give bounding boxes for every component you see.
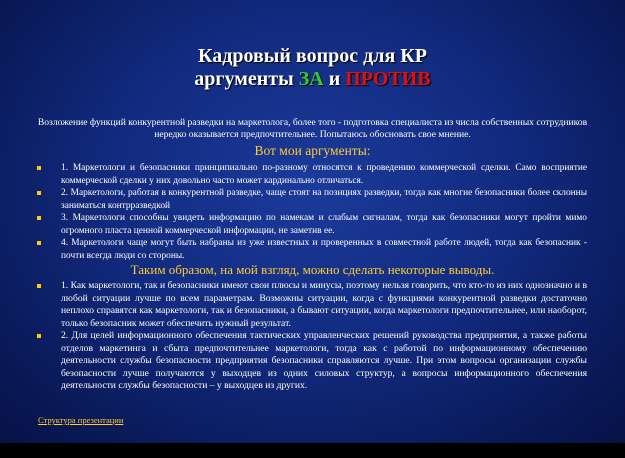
bullet-icon [37, 166, 41, 170]
conclusion-text: 2. Для целей информационного обеспечения тактических управленческих решений руководства предприятия, а также работы отделов маркетинга и сбыта предпочтительнее маркетологи, тогда как с работой по информационному обеспечению деятельности службы безопасности предприятия безопасники справляются лучше. При этом вопросы организации службы безопасности лучше получаются у выходцев из одних силовых структур, а вопросы информационного обеспечения деятельности службы безопасности – у выходцев из других. [61, 330, 587, 391]
intro-text: Возложение функций конкурентной разведки на маркетолога, более того - подготовка специалиста из числа собственных сотрудников нередко оказывается предпочтительнее. Попытаюсь обосновать свое мнение. [37, 117, 588, 140]
slide-title-line1: Кадровый вопрос для КР [198, 45, 427, 67]
title-protiv: ПРОТИВ [345, 68, 431, 90]
conclusions-heading: Таким образом, на мой взгляд, можно сделать некоторые выводы. [130, 262, 495, 277]
bullet-icon [37, 284, 41, 288]
title-prefix: аргументы [194, 68, 299, 90]
argument-text: 4. Маркетологи чаще могут быть набраны из уже известных и проверенных в совместной работе людей, тогда как безопасник - почти всегда люди со стороны. [61, 238, 587, 261]
slide-title-line2 [0, 68, 625, 91]
title-and: и [323, 68, 346, 90]
title-za: ЗА [298, 68, 324, 90]
argument-text: 3. Маркетологи способны увидеть информацию по намекам и слабым сигналам, тогда как безопасники могут пройти мимо огромного пласта ценной коммерческой информации, не заметив ее. [61, 213, 587, 236]
conclusion-text: 1. Как маркетологи, так и безопасники имеют свои плюсы и минусы, поэтому нельзя говорить, что кто-то из них однозначно и в любой ситуации лучше по всем параметрам. Возможны ситуации, когда с функциями конкурентной разведки достаточно неплохо справятся как маркетологи, так и безопасники, а бывают ситуации, когда маркетологи предпочтительнее, или наоборот, только безопасник может обеспечить нужный результат. [61, 280, 587, 329]
argument-text: 2. Маркетологи, работая в конкурентной разведке, чаще стоят на позициях разведки, тогда как многие безопасники более склонны заниматься контрразведкой [61, 188, 587, 211]
bullet-icon [37, 334, 41, 338]
presentation-structure-link[interactable]: Структура презентации [38, 415, 124, 425]
bullet-icon [37, 241, 41, 245]
bullet-icon [37, 191, 41, 195]
arguments-heading: Вот мои аргументы: [254, 143, 371, 158]
bullet-icon [37, 216, 41, 220]
argument-text: 1. Маркетологи и безопасники принципиально по-разному относятся к проведению коммерческой сделки. Само восприятие коммерческой сделки у них довольно часто может кардинально отличаться. [61, 163, 587, 186]
